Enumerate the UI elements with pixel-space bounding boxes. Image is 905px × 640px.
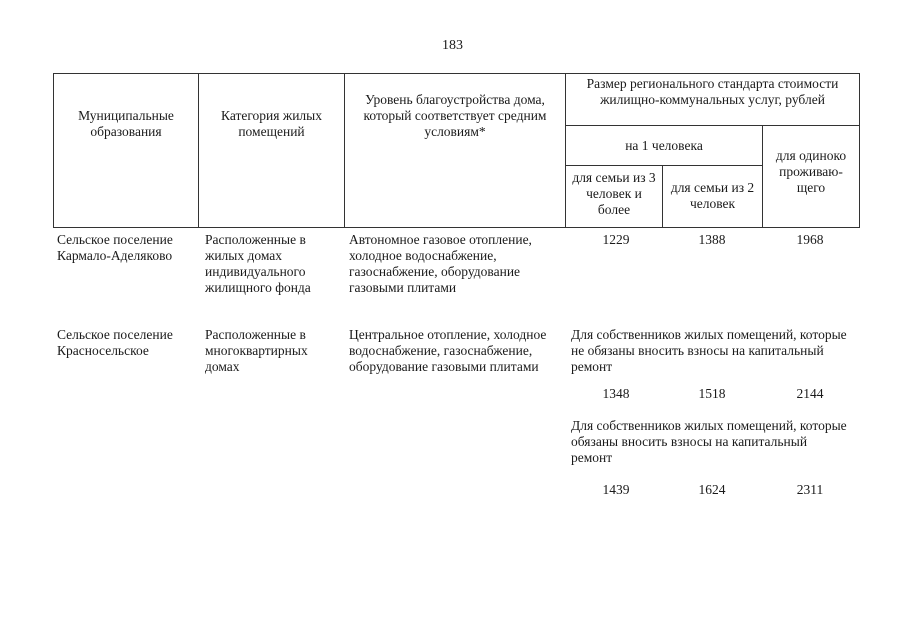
row2a-value-family2: 1518 [698,386,726,401]
row2a-value-family3: 1348 [602,386,630,401]
header-per-person: на 1 человека [566,126,763,166]
row2-comfort: Центральное отопление, холодное водоснабжение, газоснабжение, оборудование газовыми плитами [349,327,547,374]
row1-value-family2: 1388 [698,232,726,247]
row2b-value-family3: 1439 [602,482,630,497]
row2-note-no-capital-repair: Для собственников жилых помещений, которые не обязаны вносить взносы на капитальный ремонт [571,327,847,374]
header-family-2: для семьи из 2 человек [663,166,763,228]
row1-value-single: 1968 [796,232,824,247]
row2a-value-single: 2144 [796,386,824,401]
header-municipality: Муниципальные образования [54,74,199,228]
row2-municipality: Сельское поселение Красносельское [57,327,173,358]
row2-category: Расположенные в многоквартирных домах [205,327,308,374]
row1-municipality: Сельское поселение Кармало-Аделяково [57,232,173,263]
row2b-value-family2: 1624 [698,482,726,497]
table-header [53,73,860,228]
row1-comfort: Автономное газовое отопление, холодное водоснабжение, газоснабжение, оборудование газовыми плитами [349,232,532,295]
header-standard: Размер регионального стандарта стоимости жилищно-коммунальных услуг, рублей [566,74,860,126]
row2b-value-single: 2311 [796,482,824,497]
header-single: для одиноко проживаю-щего [763,126,860,228]
row1-category: Расположенные в жилых домах индивидуального жилищного фонда [205,232,311,295]
header-comfort: Уровень благоустройства дома, который соответствует средним условиям* [345,74,566,228]
header-category: Категория жилых помещений [199,74,345,228]
header-family-3: для семьи из 3 человек и более [566,166,663,228]
page-number: 183 [442,38,463,53]
row1-value-family3: 1229 [602,232,630,247]
row2-note-capital-repair: Для собственников жилых помещений, которые обязаны вносить взносы на капитальный ремонт [571,418,847,465]
